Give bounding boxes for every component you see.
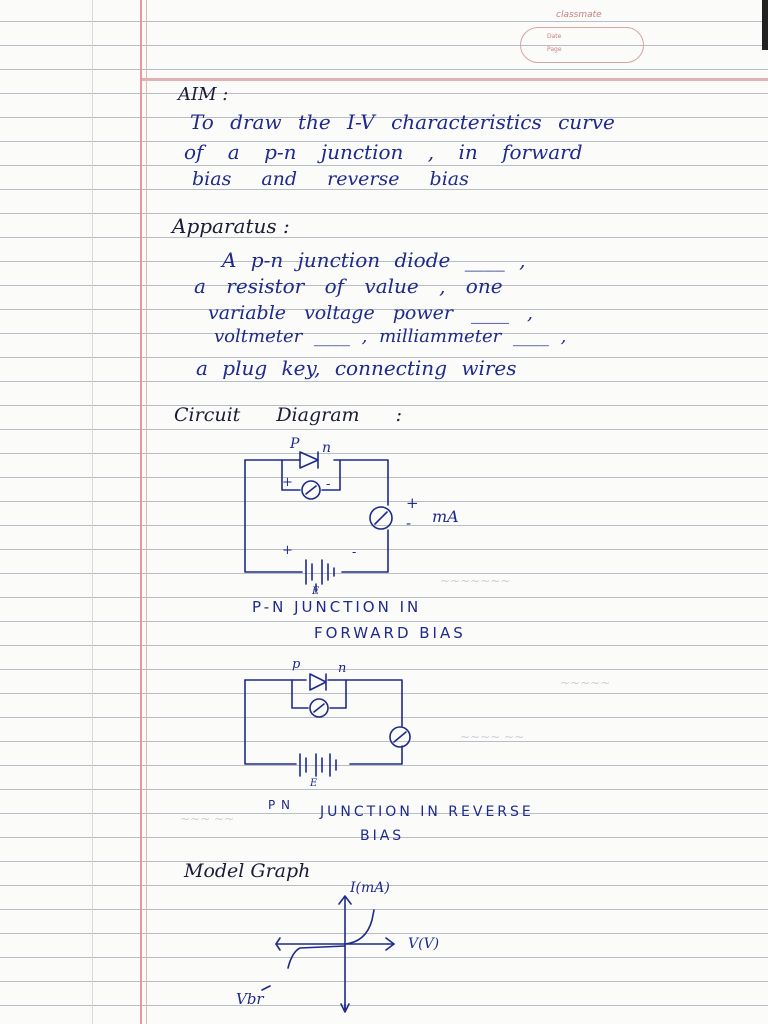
- rev-p-label: p: [292, 657, 301, 672]
- aim-line-2: of a p-n junction , in forward: [184, 140, 583, 164]
- rev-battery: [300, 754, 336, 776]
- graph-heading: Model Graph: [184, 860, 311, 882]
- reverse-caption-line-1: JUNCTION IN REVERSE: [320, 804, 534, 820]
- graph-forward-curve: [345, 910, 374, 944]
- graph-vbr-label: Vbr: [236, 990, 264, 1008]
- apparatus-heading: Apparatus :: [172, 214, 290, 238]
- fwd-milliammeter-needle: [375, 512, 387, 524]
- forward-caption-line-2: FORWARD BIAS: [314, 624, 466, 642]
- model-graph: [262, 896, 394, 1012]
- fwd-diode-symbol: [300, 452, 318, 468]
- rev-voltmeter-needle: [314, 704, 324, 712]
- aim-heading: AIM :: [178, 84, 229, 105]
- fwd-voltmeter-minus: -: [326, 477, 331, 492]
- bleed-through-text: ~~~~~~~: [440, 574, 511, 588]
- apparatus-line-4: voltmeter ____ , milliammeter ____ ,: [214, 326, 567, 347]
- rev-n-label: n: [338, 661, 347, 676]
- fwd-battery-minus: -: [352, 545, 357, 560]
- forward-bias-circuit: [245, 452, 392, 592]
- bleed-through-text: ~~~~ ~~: [460, 730, 525, 744]
- fwd-battery: [306, 560, 334, 584]
- fwd-ammeter-label: mA: [432, 507, 459, 526]
- rev-top-wire: [245, 680, 402, 726]
- aim-line-3: bias and reverse bias: [192, 168, 469, 190]
- date-label: Date: [547, 33, 562, 40]
- apparatus-line-3: variable voltage power ____ ,: [208, 302, 534, 324]
- brand-name: classmate: [556, 10, 602, 20]
- rev-meter-needle: [394, 732, 406, 742]
- apparatus-line-2: a resistor of value , one: [194, 274, 503, 298]
- graph-y-arrow-down: [341, 1004, 349, 1012]
- fwd-p-label: P: [290, 436, 300, 452]
- apparatus-line-1: A p-n junction diode ____ ,: [222, 248, 526, 272]
- rev-battery-label: E: [310, 778, 318, 789]
- fwd-voltmeter-plus: +: [282, 475, 293, 490]
- graph-y-label: I(mA): [350, 880, 390, 896]
- graph-x-label: V(V): [408, 936, 440, 952]
- bleed-through-text: ~~~~~: [560, 676, 611, 690]
- aim-line-1: To draw the I-V characteristics curve: [190, 110, 615, 134]
- fwd-voltmeter-needle: [306, 486, 316, 494]
- forward-caption-line-1: P-N JUNCTION IN: [252, 598, 422, 616]
- rev-diode-symbol: [310, 674, 326, 690]
- bleed-through-text: ~~~ ~~: [180, 812, 235, 826]
- reverse-bias-circuit: [245, 674, 410, 776]
- graph-reverse-curve: [288, 946, 345, 968]
- fwd-ammeter-minus: -: [406, 514, 412, 532]
- reverse-caption-line-2: BIAS: [360, 828, 405, 844]
- fwd-battery-label: E: [312, 586, 320, 597]
- fwd-n-label: n: [322, 440, 332, 456]
- fwd-bottom-wire: [245, 460, 388, 572]
- fwd-battery-plus: +: [282, 543, 293, 558]
- apparatus-line-5: a plug key, connecting wires: [196, 356, 517, 380]
- rev-voltmeter-branch: [292, 680, 346, 708]
- fwd-ammeter-plus: +: [406, 494, 419, 512]
- page-label: Page: [547, 46, 562, 53]
- reverse-caption-prefix: P N: [268, 798, 292, 812]
- circuit-heading: Circuit Diagram :: [174, 404, 402, 426]
- rev-bottom-wire: [245, 680, 402, 764]
